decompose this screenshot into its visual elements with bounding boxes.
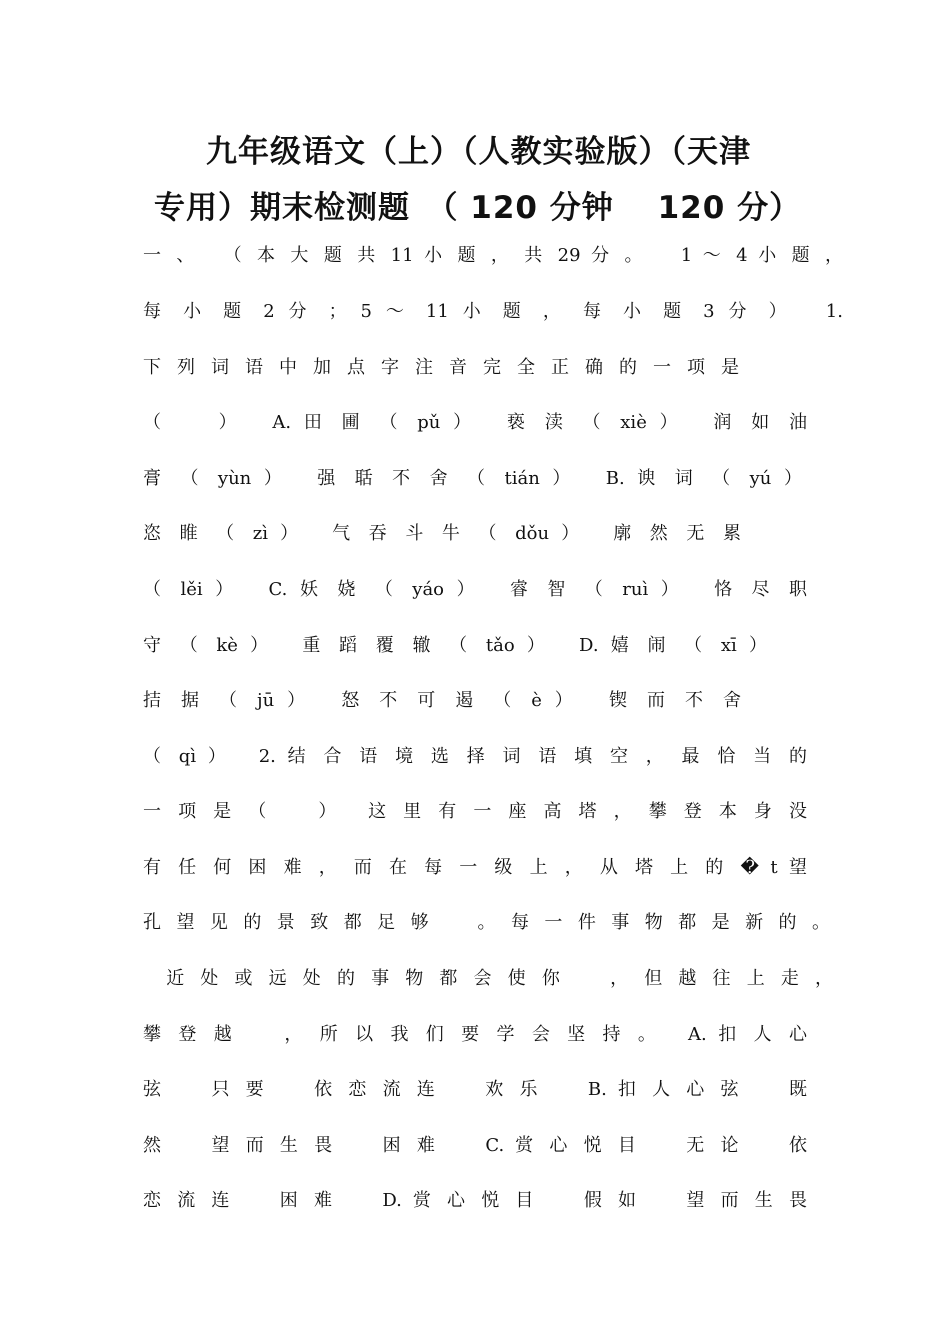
- body-line: 攀 登 越 ， 所 以 我 们 要 学 会 坚 持 。 A. 扣 人 心: [143, 1024, 807, 1045]
- body-line: （ ） A. 田 圃 （ pǔ ） 亵 渎 （ xiè ） 润 如 油: [143, 412, 807, 433]
- body-line: 下 列 词 语 中 加 点 字 注 音 完 全 正 确 的 一 项 是: [143, 357, 739, 378]
- body-line: 然 望 而 生 畏 困 难 C. 赏 心 悦 目 无 论 依: [143, 1135, 807, 1156]
- body-line: （ lěi ） C. 妖 娆 （ yáo ） 睿 智 （ ruì ） 恪 尽 职: [143, 579, 807, 600]
- body-line: 每 小 题 2 分 ； 5 ～ 11 小 题 ， 每 小 题 3 分 ） 1.: [143, 301, 843, 322]
- body-line: 拮 据 （ jū ） 怒 不 可 遏 （ è ） 锲 而 不 舍: [143, 690, 741, 711]
- body-line: 守 （ kè ） 重 蹈 覆 辙 （ tǎo ） D. 嬉 闹 （ xī ）: [143, 635, 767, 656]
- body-line: 弦 只 要 依 恋 流 连 欢 乐 B. 扣 人 心 弦 既: [143, 1079, 807, 1100]
- body-line: 恋 流 连 困 难 D. 赏 心 悦 目 假 如 望 而 生 畏: [143, 1190, 807, 1211]
- body-line: 一 项 是 （ ） 这 里 有 一 座 高 塔 ， 攀 登 本 身 没: [143, 801, 807, 822]
- body-line: 膏 （ yùn ） 强 聒 不 舍 （ tián ） B. 谀 词 （ yú ）: [143, 468, 802, 489]
- body-line: 孔 望 见 的 景 致 都 足 够 。 每 一 件 事 物 都 是 新 的 。: [143, 912, 830, 933]
- body-line: （ qì ） 2. 结 合 语 境 选 择 词 语 填 空 ， 最 恰 当 的: [143, 746, 807, 767]
- body-line: 恣 睢 （ zì ） 气 吞 斗 牛 （ dǒu ） 廓 然 无 累: [143, 523, 741, 544]
- body-line: 一 、 （ 本 大 题 共 11 小 题 ， 共 29 分 。 1 ～ 4 小 题 ，: [143, 245, 843, 266]
- page-title-line-2: 专用）期末检测题 （ 120 分钟 120 分）: [154, 190, 802, 226]
- page-title-line-1: 九年级语文（上）（人教实验版）（天津: [206, 134, 751, 170]
- body-line: 有 任 何 困 难 ， 而 在 每 一 级 上 ， 从 塔 上 的 � t 望: [143, 857, 807, 878]
- body-line: 近 处 或 远 处 的 事 物 都 会 使 你 ， 但 越 往 上 走 ，: [143, 968, 833, 989]
